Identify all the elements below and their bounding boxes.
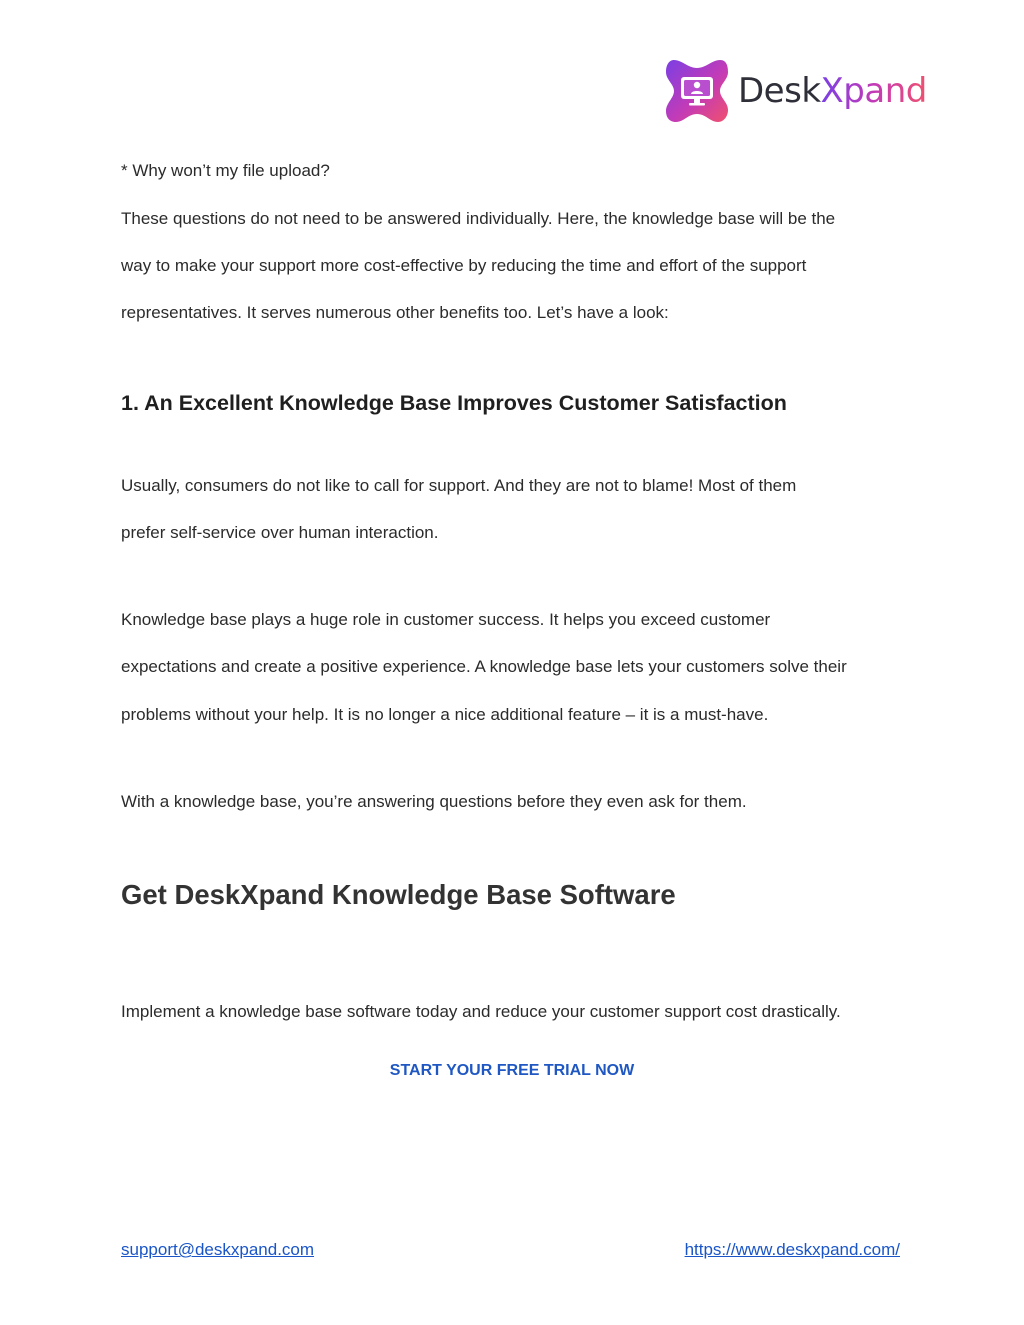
start-free-trial-link[interactable]: START YOUR FREE TRIAL NOW [389,1062,635,1079]
cta-text: Implement a knowledge base software today and reduce your customer support cost drastically. [121,1002,841,1021]
section-heading-satisfaction: 1. An Excellent Knowledge Base Improves Customer Satisfaction [121,391,787,415]
section1-para2-line-2: expectations and create a positive experience. A knowledge base lets your customers solve their [121,657,847,676]
website-link[interactable]: https://www.deskxpand.com/ [684,1240,900,1259]
intro-line-3: representatives. It serves numerous other benefits too. Let’s have a look: [121,303,669,322]
intro-line-1: These questions do not need to be answered individually. Here, the knowledge base will be the [121,209,836,228]
brand-name-desk: Desk [738,71,821,111]
brand-wordmark [738,71,927,111]
section1-para2-line-3: problems without your help. It is no longer a nice additional feature – it is a must-have. [121,705,769,724]
intro-line-2: way to make your support more cost-effective by reducing the time and effort of the support [121,256,807,275]
brand-name-xpand: Xpand [820,71,927,111]
section1-para1-line-2: prefer self-service over human interaction. [121,523,439,542]
cta-heading: Get DeskXpand Knowledge Base Software [121,879,676,910]
support-email-link[interactable]: support@deskxpand.com [121,1240,315,1259]
section1-para3: With a knowledge base, you’re answering questions before they even ask for them. [121,792,747,811]
brand-logo [664,58,927,124]
section1-para2-line-1: Knowledge base plays a huge role in customer success. It helps you exceed customer [121,610,771,629]
monitor-person-icon [664,58,730,124]
section1-para1-line-1: Usually, consumers do not like to call for support. And they are not to blame! Most of them [121,476,797,495]
intro-bullet: * Why won’t my file upload? [121,161,330,180]
